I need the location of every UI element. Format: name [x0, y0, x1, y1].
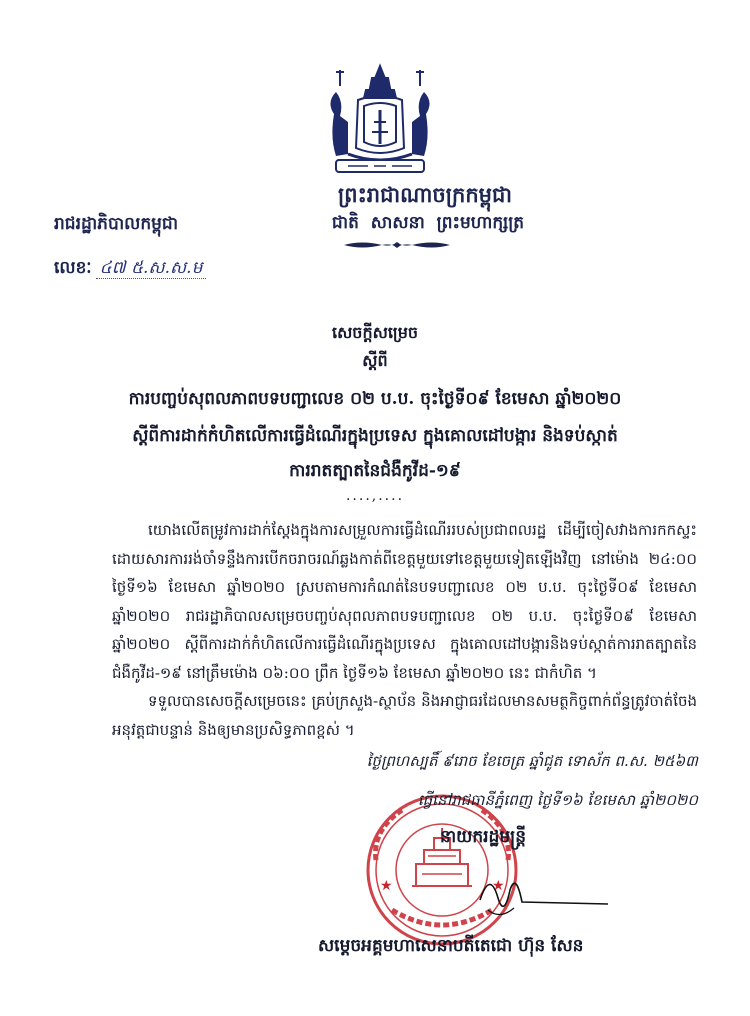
regarding-label: ស្តីពី [362, 351, 388, 370]
reference-number [54, 257, 206, 282]
subject-line-2: ស្តីពីការដាក់កំហិតលើការធ្វើដំណើរក្នុងប្រទេស ក្នុងគោលដៅបង្ការ និងទប់ស្កាត់ [132, 426, 618, 446]
royal-coat-of-arms-icon [318, 62, 442, 180]
svg-text:★: ★ [380, 878, 393, 894]
subject-line-3: ការរាតត្បាតនៃជំងឺកូវីដ-១៩ [289, 461, 461, 481]
svg-text:★: ★ [492, 878, 505, 894]
kingdom-heading: ព្រះរាជាណាចក្រកម្ពុជា [337, 182, 512, 207]
place-and-date: ធ្វើនៅរាជធានីភ្នំពេញ ថ្ងៃទី១៦ ខែមេសា ឆ្នាំ២០២០ [417, 791, 698, 809]
signatory-name: សម្តេចអគ្គមហាសេនាបតីតេជោ ហ៊ុន សែន [318, 936, 584, 956]
ornament-divider-icon [342, 238, 452, 252]
reference-value: ៤៧ ៥.ស.ស.ម [96, 258, 207, 279]
body-paragraph-1: យោងលើតម្រូវការដាក់ស្តែងក្នុងការសម្រួលការធ្វើដំណើររបស់ប្រជាពលរដ្ឋ ដើម្បីចៀសវាងការកកស្ទះដោយសារការរង់ចាំទន្ទឹងការបើកចរាចរណ៍ឆ្លងកាត់ពីខេត្តមួយទៅខេត្តមួយទៀតឡើងវិញ នៅម៉ោង ២៤:០០ ថ្ងៃទី១៦ ខែមេសា ឆ្នាំ២០២០ ស្របតាមការកំណត់នៃបទបញ្ជាលេខ ០២ ប.ប. ចុះថ្ងៃទី០៩ ខែមេសា ឆ្នាំ២០២០ រាជរដ្ឋាភិបាលសម្រេចបញ្ចប់សុពលភាពបទបញ្ជាលេខ ០២ ប.ប. ចុះថ្ងៃទី០៩ ខែមេសា ឆ្នាំ២០២០ ស្តីពីការដាក់កំហិតលើការធ្វើដំណើរក្នុងប្រទេស ក្នុងគោលដៅបង្ការនិងទប់ស្កាត់ការរាតត្បាតនៃជំងឺកូវីដ-១៩ នៅត្រឹមម៉ោង ០៦:០០ ព្រឹក ថ្ងៃទី១៦ ខែមេសា ឆ្នាំ២០២០ នេះ ជាកំហិត ។ [112, 521, 697, 682]
subject-line-1: ការបញ្ចប់សុពលភាពបទបញ្ជាលេខ ០២ ប.ប. ចុះថ្ងៃទី០៩ ខែមេសា ឆ្នាំ២០២០ [128, 389, 622, 409]
issuing-authority: រាជរដ្ឋាភិបាលកម្ពុជា [54, 214, 179, 234]
section-separator: ....,.... [345, 488, 405, 504]
reference-label: លេខៈ [54, 258, 92, 278]
signature-icon [470, 860, 610, 930]
body-paragraph-2: ទទួលបានសេចក្តីសម្រេចនេះ គ្រប់ក្រសួង-ស្ថាប័ន និងអាជ្ញាធរដែលមានសមត្ថកិច្ចពាក់ព័ន្ធត្រូវចាត់ចែងអនុវត្តជាបន្ទាន់ និងឲ្យមានប្រសិទ្ធភាពខ្ពស់ ។ [112, 692, 697, 739]
decision-heading: សេចក្តីសម្រេច [331, 323, 418, 342]
national-motto: ជាតិ សាសនា ព្រះមហាក្សត្រ [331, 213, 525, 233]
lunar-date: ថ្ងៃព្រហស្បតិ៍ ៩រោច ខែចេត្រ ឆ្នាំជូត ទោស័ក ព.ស. ២៥៦៣ [366, 752, 698, 770]
prime-minister-title: នាយករដ្ឋមន្ត្រី [440, 827, 526, 847]
